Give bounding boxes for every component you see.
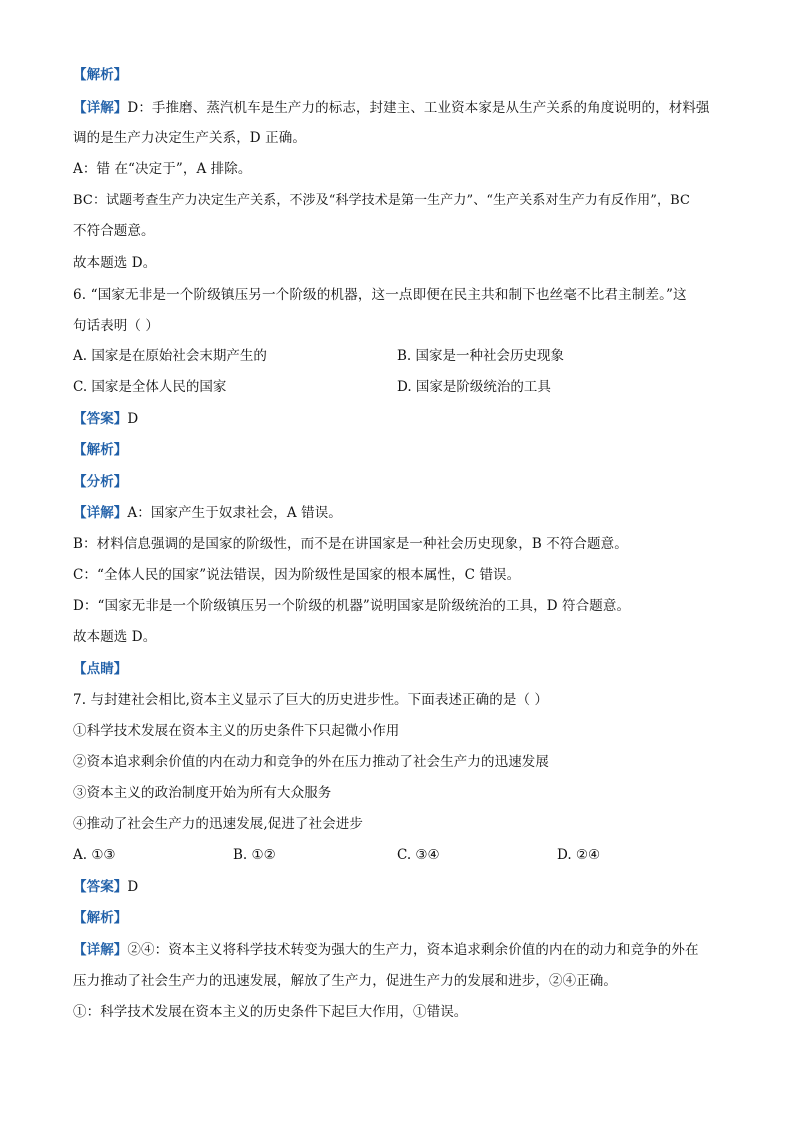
question-6-option-c: C. 国家是全体人民的国家: [73, 379, 227, 395]
question-7-item-4: ④推动了社会生产力的迅速发展,促进了社会进步: [73, 816, 363, 832]
question-6-option-a: A. 国家是在原始社会末期产生的: [73, 348, 267, 364]
question-7-item-2: ②资本追求剩余价值的内在动力和竞争的外在压力推动了社会生产力的迅速发展: [73, 754, 549, 770]
option-d-explanation: D：“国家无非是一个阶级镇压另一个阶级的机器”说明国家是阶级统治的工具，D 符合题意。: [73, 598, 631, 614]
detail-paragraph: [73, 98, 733, 118]
question-7-option-d: D. ②④: [557, 847, 601, 863]
conclusion-text: 故本题选 D。: [73, 629, 157, 645]
option-bc-explanation: BC：试题考查生产力决定生产关系，不涉及“科学技术是第一生产力”、“生产关系对生产力有反作用”，BC: [73, 193, 691, 208]
detail-heading: 【详解】: [73, 100, 128, 116]
answer-heading: 【答案】: [73, 411, 128, 427]
question-6-option-b: B. 国家是一种社会历史现象: [397, 348, 565, 364]
detail-paragraph: [73, 940, 733, 960]
question-7-option-b: B. ①②: [233, 847, 276, 863]
analysis-heading: 【解析】: [73, 910, 128, 926]
answer-heading: 【答案】: [73, 879, 128, 895]
question-7-option-c: C. ③④: [397, 847, 440, 863]
question-7-answer: [73, 877, 733, 897]
detail-text-continued: ①：科学技术发展在资本主义的历史条件下起巨大作用，①错误。: [73, 1004, 468, 1020]
detail-heading: 【详解】: [73, 505, 128, 521]
option-b-explanation: B：材料信息强调的是国家的阶级性，而不是在讲国家是一种社会历史现象，B 不符合题意。: [73, 536, 628, 552]
question-6-stem: 6. “国家无非是一个阶级镇压另一个阶级的机器，这一点即便在民主共和制下也丝毫不比君主制差。”这: [73, 287, 687, 303]
question-6-stem-continued: 句话表明（ ）: [73, 318, 159, 334]
conclusion-text: 故本题选 D。: [73, 255, 157, 271]
question-7-stem: 7. 与封建社会相比,资本主义显示了巨大的历史进步性。下面表述正确的是（ ）: [73, 692, 549, 708]
question-7-item-3: ③资本主义的政治制度开始为所有大众服务: [73, 785, 332, 801]
question-7-option-a: A. ①③: [73, 847, 116, 863]
detail-paragraph: [73, 503, 733, 523]
detail-text: ②④：资本主义将科学技术转变为强大的生产力，资本追求剩余价值的内在的动力和竞争的外在: [127, 942, 699, 958]
answer-value: D: [127, 411, 139, 427]
question-7-item-1: ①科学技术发展在资本主义的历史条件下只起微小作用: [73, 723, 400, 739]
question-6-option-d: D. 国家是阶级统治的工具: [397, 379, 551, 395]
detail-text: A：国家产生于奴隶社会，A 错误。: [127, 505, 342, 521]
answer-value: D: [127, 879, 139, 895]
dianjing-heading: 【点睛】: [73, 661, 128, 677]
analysis-heading: 【解析】: [73, 442, 128, 458]
option-a-explanation: A：错 在“决定于”，A 排除。: [73, 161, 252, 177]
detail-text-continued: 调的是生产力决定生产关系，D 正确。: [73, 130, 306, 146]
detail-text: D：手推磨、蒸汽机车是生产力的标志，封建主、工业资本家是从生产关系的角度说明的，材料强: [127, 100, 710, 116]
detail-heading: 【详解】: [73, 942, 128, 958]
fenxi-heading: 【分析】: [73, 474, 128, 490]
question-6-answer: [73, 409, 733, 429]
detail-text-continued: 压力推动了社会生产力的迅速发展，解放了生产力，促进生产力的发展和进步，②④正确。: [73, 973, 617, 989]
analysis-heading: 【解析】: [73, 67, 128, 83]
option-bc-explanation-continued: 不符合题意。: [73, 223, 155, 239]
option-c-explanation: C：“全体人民的国家”说法错误，因为阶级性是国家的根本属性，C 错误。: [73, 567, 521, 583]
